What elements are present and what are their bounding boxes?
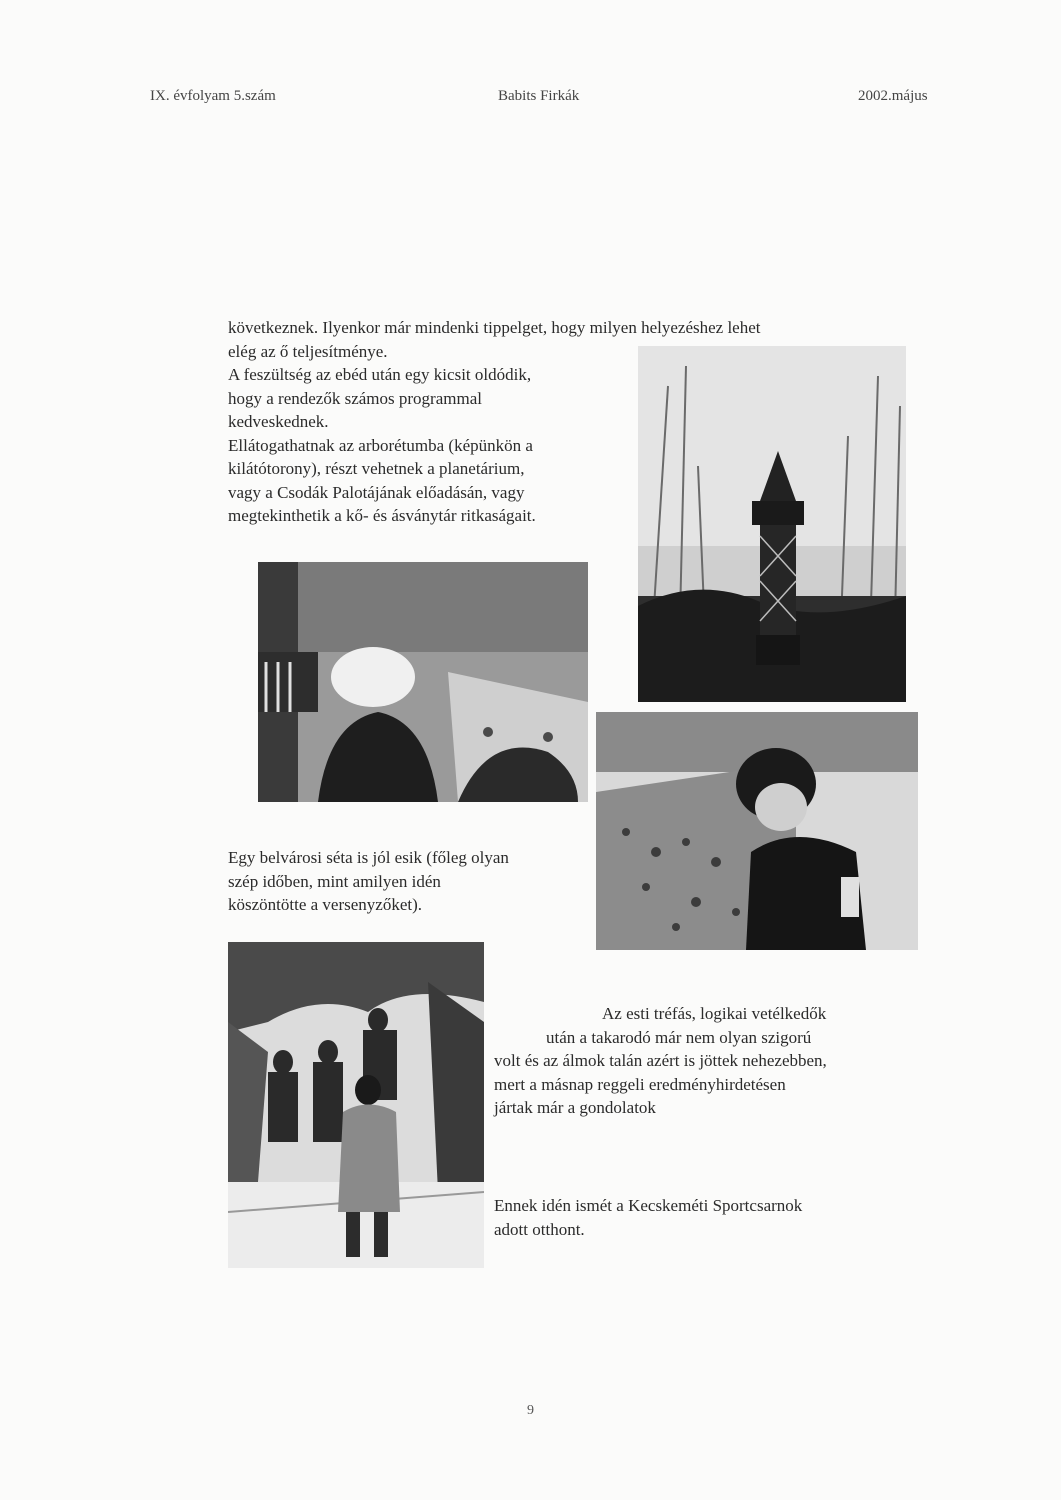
paragraph-venue <box>494 1194 802 1241</box>
photo-students-walking <box>228 942 484 1268</box>
text-line: vagy a Csodák Palotájának előadásán, vagy <box>228 482 525 502</box>
text-line: adott otthont. <box>494 1219 585 1239</box>
text-line: volt és az álmok talán azért is jöttek nehezebben, <box>494 1051 827 1070</box>
text-line: szép időben, mint amilyen idén <box>228 871 441 891</box>
header-date: 2002.május <box>858 88 928 104</box>
text-line: jártak már a gondolatok <box>494 1098 656 1117</box>
header-title: Babits Firkák <box>498 88 580 104</box>
text-line: köszöntötte a versenyzőket). <box>228 895 423 914</box>
text-line: A feszültség az ebéd után egy kicsit oldódik, <box>228 365 532 384</box>
text-line: Az esti tréfás, logikai vetélkedők <box>602 1004 827 1023</box>
text-line: hogy a rendezők számos programmal <box>228 388 482 408</box>
text-line: kilátótorony), részt vehetnek a planetárium, <box>228 459 525 478</box>
paragraph-city-walk <box>228 846 509 917</box>
text-line: után a takarodó már nem olyan szigorú <box>546 1027 812 1047</box>
photo-mineral-display <box>596 712 918 950</box>
text-line: mert a másnap reggeli eredményhirdetésen <box>494 1074 786 1094</box>
photo-lookout-tower <box>638 346 906 702</box>
photo-museum-exhibit <box>258 562 588 802</box>
paragraph-evening <box>494 1002 827 1120</box>
text-line: Ennek idén ismét a Kecskeméti Sportcsarnok <box>494 1196 803 1215</box>
page-number: 9 <box>527 1403 534 1418</box>
header-issue: IX. évfolyam 5.szám <box>150 88 276 104</box>
text-line: kedveskednek. <box>228 412 329 431</box>
text-line: elég az ő teljesítménye. <box>228 341 388 361</box>
text-line: megtekinthetik a kő- és ásványtár ritkaságait. <box>228 506 536 525</box>
text-line: Egy belvárosi séta is jól esik (főleg olyan <box>228 848 509 867</box>
text-line: Ellátogathatnak az arborétumba (képünkön a <box>228 435 533 455</box>
text-line: következnek. Ilyenkor már mindenki tippelget, hogy milyen helyezéshez lehet <box>228 318 761 337</box>
